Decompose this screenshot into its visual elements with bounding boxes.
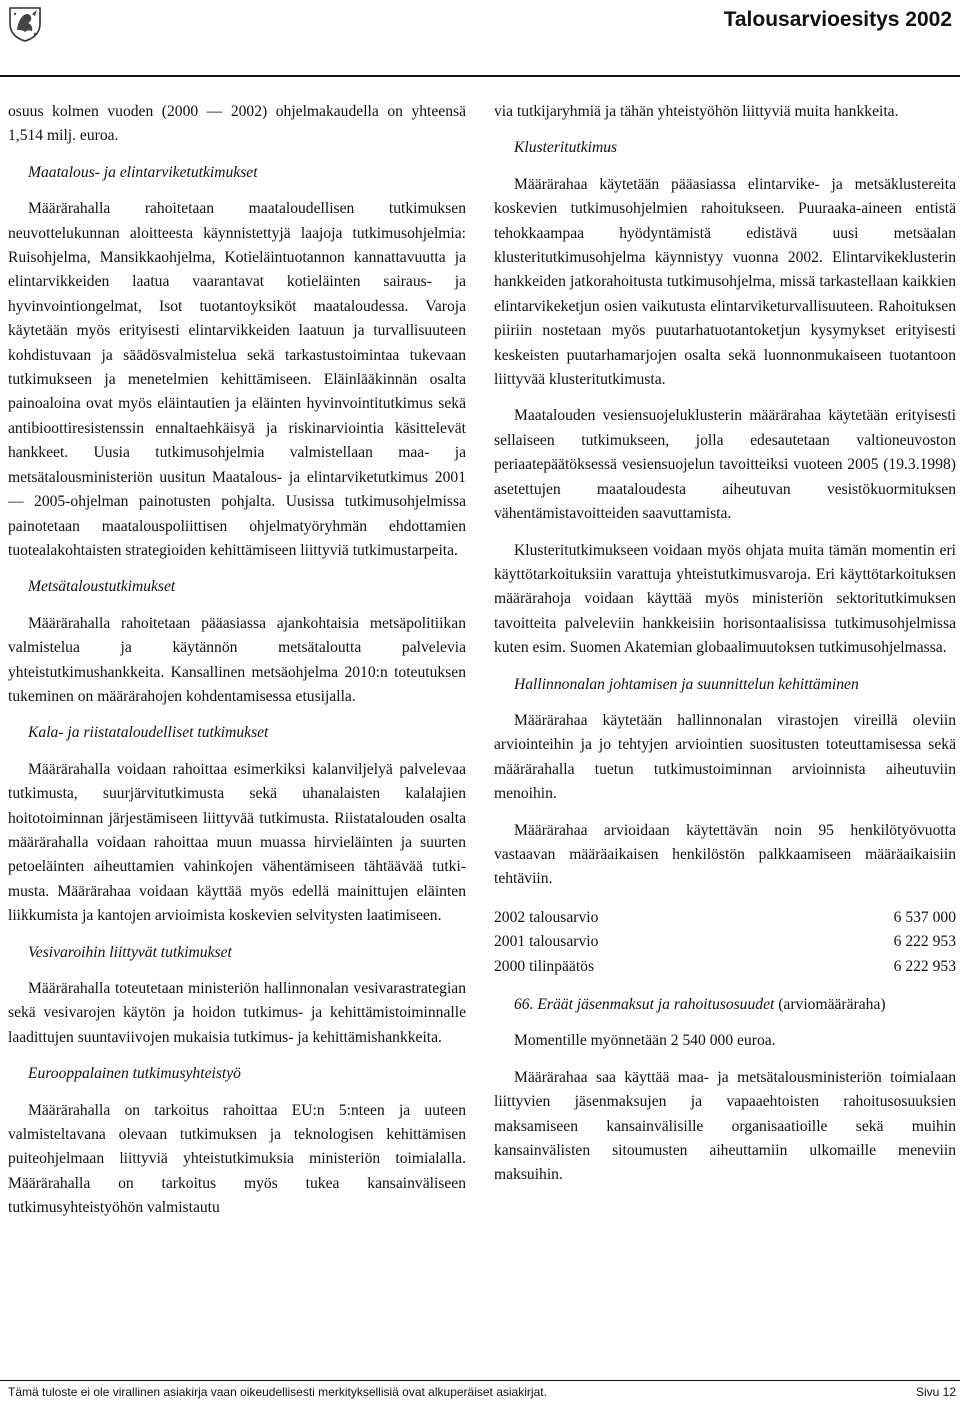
- paragraph: Klusteritutkimukseen voidaan myös ohjata muita tämän momentin eri käyttötarkoituksiin varattuja yhteistutkimusvaroja. Eri käyttötarkoituksen määrärahoja voidaan käyttää myös ministeriön sektoritutkimuksen tavoitteita palveleviin hankkeisiin horisontaalisissa tutkimusohjelmissa kuten esim. Suomen Akatemian globaalimuutoksen tutkimusohjelmassa.: [494, 541, 956, 657]
- section-heading: Hallinnonalan johtamisen ja suunnittelun kehittäminen: [514, 675, 859, 693]
- page-header: [0, 0, 960, 80]
- table-row: [494, 930, 956, 954]
- budget-table: [494, 906, 956, 979]
- paragraph: Määrärahaa saa käyttää maa- ja metsätalousministeriön toimialaan liittyvien jäsenmaksujen ja vapaaehtoisten rahoitusosuuksien maksamiseen kansainvälisille organisaatioille sekä muihin kansainvälisten sitoumusten aiheuttamiin ulkomaille meneviin maksuihin.: [494, 1068, 956, 1184]
- budget-label: 2002 talousarvio: [494, 908, 599, 926]
- paragraph: Määrärahalla voidaan rahoittaa esimerkiksi kalanviljelyä palvelevaa tutkimusta, suurjärvitutkimusta sekä uhanalaisten kalalajien hoitotoiminnan järjestämiseen liittyvää tutkimusta. Riistatalouden osalta määrärahalla voidaan rahoittaa muun muassa hirvieläinten ja suurten petoeläinten aiheuttamien vahinkojen vähentämiseen tähtäävää tutkimusta. Määrärahaa voidaan käyttää myös edellä mainittujen eläinten liikkumista ja kantojen arvioimista koskevien selvitysten laatimiseen.: [8, 760, 466, 925]
- paragraph: osuus kolmen vuoden (2000 — 2002) ohjelmakaudella on yhteensä 1,514 milj. euroa.: [8, 103, 466, 145]
- paragraph: Maatalouden vesiensuojeluklusterin määrärahaa käytetään erityisesti sellaiseen tutkimukseen, jolla edesautetaan valtioneuvoston periaatepäätöksessä vesiensuojelun tavoitteiksi vuoteen 2005 (19.3.1998) asetettujen maataloudesta aiheutuvan vesistökuormituksen vähentämistavoitteiden saavuttamista.: [494, 407, 956, 523]
- paragraph: Määrärahalla on tarkoitus rahoittaa EU:n 5:nteen ja uuteen valmisteltavana olevaan tutkimuksen ja teknologisen kehittämisen puiteohjelmaan liittyviä yhteistutkimuksia ministeriön toimialalla. Määrärahalla on tarkoitus myös tukea kansainväliseen tutkimusyhteistyöhön valmistautu: [8, 1101, 466, 1217]
- moment-title: 66. Eräät jäsenmaksut ja rahoitusosuudet: [514, 996, 775, 1013]
- moment-heading: [494, 993, 956, 1017]
- budget-value: 6 537 000: [893, 908, 956, 926]
- right-column: [494, 100, 956, 1188]
- budget-label: 2000 tilinpäätös: [494, 957, 595, 975]
- section-heading: Vesivaroihin liittyvät tutkimukset: [28, 943, 232, 961]
- paragraph: Määrärahaa käytetään hallinnonalan virastojen vireillä oleviin arviointeihin ja jo tehtyjen arviointien suositusten toteuttamisessa sekä määrärahalla tuetun tutkimustoiminnan arvioinnista aiheutuviin menoihin.: [494, 711, 956, 803]
- table-row: [494, 955, 956, 979]
- section-heading: Maatalous- ja elintarviketutkimukset: [28, 163, 258, 181]
- footer-rule: [0, 1380, 960, 1381]
- paragraph: via tutkijaryhmiä ja tähän yhteistyöhön liittyviä muita hankkeita.: [494, 103, 899, 120]
- paragraph: Momentille myönnetään 2 540 000 euroa.: [514, 1032, 776, 1050]
- left-column: [8, 100, 466, 1221]
- section-heading: Kala- ja riistataloudelliset tutkimukset: [28, 724, 269, 742]
- coat-of-arms-logo: [8, 6, 42, 42]
- header-rule: [0, 75, 960, 77]
- paragraph: Määrärahalla rahoitetaan pääasiassa ajankohtaisia metsäpolitiikan valmistelua ja käytännön metsätaloutta palvelevia yhteistutkimushankkeita. Kansallinen metsäohjelma 2010:n toteutuksen tukeminen on määrärahojen kohdentamisessa etusijalla.: [8, 614, 466, 705]
- paragraph: Määrärahalla rahoitetaan maataloudellisen tutkimuksen neuvottelukunnan aloitteesta käynnistettyjä laajoja tutkimusohjelmia: Ruisohjelma, Mansikkaohjelma, Kotieläintuotannon kannattavuutta ja elintarvikkeiden laatua vaarantavat kotieläinten sairaus- ja hyvinvointiongelmat, Isot tuotantoyksiköt maataloudessa. Varoja käytetään myös erityisesti elintarvikkeiden laatuun ja turvallisuuteen kohdistuvaan ja säädösvalmistelua sekä tarkastustoimintaa tukevaan tutkimukseen ja menetelmien kehittämiseen. Eläinlääkinnän osalta painoaloina ovat myös eläintautien ja eläinten hyvinvointitutkimus sekä antibioottiresistenssin ennaltaehkäisyä ja riskinarviointia käsittelevät hankkeet. Uusia tutkimusohjelmia valmistellaan maa- ja metsätalousministeriön uusitun Maatalous- ja elintarviketutkimus 2001 — 2005-ohjelman painotusten pohjalta. Uusissa tutkimusohjelmissa painotetaan maatalouspoliittisen ohjelmatyöryhmän ehdottamien tuotealakohtaisten strategioiden kehittämiseen liittyviä tutkimustarpeita.: [8, 200, 466, 559]
- moment-type: (arviomääräraha): [774, 996, 886, 1013]
- section-heading: Metsätaloustutkimukset: [28, 578, 176, 596]
- paragraph: Määrärahaa arvioidaan käytettävän noin 95 henkilötyövuotta vastaavan määräaikaisen henkilöstön palkkaamiseen määräaikaisiin tehtäviin.: [494, 821, 956, 888]
- paragraph: Määrärahalla toteutetaan ministeriön hallinnonalan vesivarastrategian sekä vesivarojen käytön ja hoidon tutkimus- ja kehittämistoiminnalle laadittujen suuntaviivojen mukaisia tutkimus- ja kehittämishankkeita.: [8, 980, 466, 1046]
- section-heading: Klusteritutkimus: [514, 139, 618, 157]
- budget-value: 6 222 953: [893, 957, 956, 975]
- table-row: [494, 906, 956, 930]
- document-title: Talousarvioesitys 2002: [723, 8, 952, 31]
- paragraph: Määrärahaa käytetään pääasiassa elintarvike- ja metsäklustereita koskevien tutkimusohjelmien rahoitukseen. Puuraaka-aineen entistä tehokkaampaa hyödyntämistä edistävä uusi metsäalan klusteritutkimusohjelma käynnistyy vuonna 2002. Elintarvikeklusterin hankkeiden jatkorahoitusta tutkimusohjelma, missä tarkastellaan kaikkien elintarvikeketjun osien vaikutusta elintarviketurvallisuuteen. Rahoituksen piiriin nostetaan myös puutarhatuotantoketjun kysymykset erityisesti keskeisten puutarhamarjojen osalta sekä luonnonmukaiseen tuotantoon liittyvää klusteritutkimusta.: [494, 175, 956, 389]
- footer-note: Tämä tuloste ei ole virallinen asiakirja vaan oikeudellisesti merkityksellisiä ovat alkuperäiset asiakirjat.: [8, 1385, 547, 1399]
- page-number: Sivu 12: [915, 1385, 956, 1399]
- budget-label: 2001 talousarvio: [494, 933, 599, 951]
- section-heading: Eurooppalainen tutkimusyhteistyö: [28, 1065, 241, 1083]
- budget-value: 6 222 953: [893, 933, 956, 951]
